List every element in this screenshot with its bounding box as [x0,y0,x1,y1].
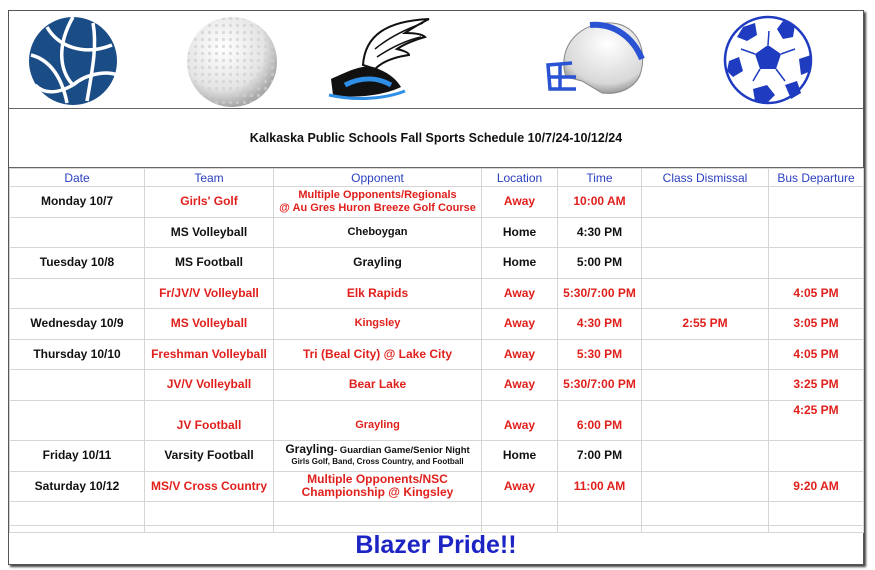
cell-location: Home [482,441,558,472]
cell-location: Home [482,248,558,279]
cell-bus [769,441,864,472]
column-header-bus-departure: Bus Departure [769,169,864,187]
cell-dismissal [642,278,769,309]
cell-bus [769,248,864,279]
soccer-ball-icon [723,15,813,105]
cell-opponent [274,471,482,502]
cell-time: 5:30 PM [558,339,642,370]
cell-opponent: Tri (Beal City) @ Lake City [274,339,482,370]
opponent-line1 [274,444,481,456]
cell-bus [769,187,864,218]
table-row [10,441,864,472]
cell-team: Girls' Golf [145,187,274,218]
table-row [10,309,864,340]
cell-opponent: Grayling [274,400,482,441]
cell-dismissal [642,248,769,279]
cell-location: Away [482,370,558,401]
winged-shoe-icon [325,15,435,105]
cell-time: 6:00 PM [558,400,642,441]
cell-location: Away [482,309,558,340]
column-header-location: Location [482,169,558,187]
table-row [10,248,864,279]
cell-location: Away [482,471,558,502]
schedule-title: Kalkaska Public Schools Fall Sports Schedule 10/7/24-10/12/24 [9,109,863,168]
cell-date: Tuesday 10/8 [10,248,145,279]
table-row [10,217,864,248]
cell-opponent: Grayling [274,248,482,279]
cell-team: MS/V Cross Country [145,471,274,502]
cell-time: 4:30 PM [558,309,642,340]
schedule-table [9,168,864,533]
cell-date: Thursday 10/10 [10,339,145,370]
opponent-line2: Girls Golf, Band, Cross Country, and Football [291,457,464,467]
cell-dismissal [642,370,769,401]
cell-date [10,370,145,401]
cell-date: Wednesday 10/9 [10,309,145,340]
cell-time: 5:30/7:00 PM [558,278,642,309]
column-header-class-dismissal: Class Dismissal [642,169,769,187]
cell-location: Away [482,339,558,370]
cell-bus: 4:25 PM [769,400,864,441]
cell-dismissal [642,217,769,248]
cell-team: Fr/JV/V Volleyball [145,278,274,309]
cell-bus: 4:05 PM [769,278,864,309]
volleyball-icon [27,15,119,107]
cell-bus: 4:05 PM [769,339,864,370]
cell-location: Away [482,278,558,309]
schedule-flyer [8,10,864,565]
cell-dismissal [642,187,769,218]
cell-team: Freshman Volleyball [145,339,274,370]
cell-time: 4:30 PM [558,217,642,248]
table-row [10,400,864,441]
opponent-line1: Multiple Opponents/Regionals [298,188,457,201]
opponent-line2: Championship @ Kingsley [301,485,454,500]
opponent-line2: @ Au Gres Huron Breeze Golf Course [279,201,476,214]
sports-icon-banner [9,11,863,109]
opponent-line1: Multiple Opponents/NSC [307,472,448,487]
column-header-date: Date [10,169,145,187]
cell-time: 5:00 PM [558,248,642,279]
cell-dismissal [642,441,769,472]
cell-team: MS Football [145,248,274,279]
table-row [10,370,864,401]
cell-date: Monday 10/7 [10,187,145,218]
cell-opponent: Cheboygan [274,217,482,248]
cell-dismissal: 2:55 PM [642,309,769,340]
cell-date: Friday 10/11 [10,441,145,472]
cell-bus: 3:25 PM [769,370,864,401]
column-header-team: Team [145,169,274,187]
cell-time: 5:30/7:00 PM [558,370,642,401]
cell-date: Saturday 10/12 [10,471,145,502]
cell-bus [769,217,864,248]
opponent-suffix: - Guardian Game/Senior Night [334,445,470,457]
column-header-opponent: Opponent [274,169,482,187]
cell-bus: 3:05 PM [769,309,864,340]
cell-time: 7:00 PM [558,441,642,472]
cell-time: 11:00 AM [558,471,642,502]
opponent-name: Grayling [285,442,334,457]
cell-date [10,217,145,248]
table-row [10,187,864,218]
cell-team: Varsity Football [145,441,274,472]
cell-opponent: Elk Rapids [274,278,482,309]
golf-ball-icon [185,15,279,109]
table-row [10,471,864,502]
table-header-row [10,169,864,187]
cell-team: JV Football [145,400,274,441]
cell-bus: 9:20 AM [769,471,864,502]
cell-team: MS Volleyball [145,309,274,340]
cell-location: Away [482,400,558,441]
cell-opponent: Kingsley [274,309,482,340]
cell-team: MS Volleyball [145,217,274,248]
cell-date [10,400,145,441]
cell-team: JV/V Volleyball [145,370,274,401]
cell-opponent: Bear Lake [274,370,482,401]
table-row [10,339,864,370]
cell-opponent [274,187,482,218]
cell-dismissal [642,339,769,370]
cell-date [10,278,145,309]
cell-dismissal [642,400,769,441]
table-row [10,278,864,309]
column-header-time: Time [558,169,642,187]
footer-slogan: Blazer Pride!! [9,525,863,564]
cell-location: Away [482,187,558,218]
football-helmet-icon [542,15,650,105]
cell-time: 10:00 AM [558,187,642,218]
cell-location: Home [482,217,558,248]
cell-opponent [274,441,482,472]
cell-dismissal [642,471,769,502]
